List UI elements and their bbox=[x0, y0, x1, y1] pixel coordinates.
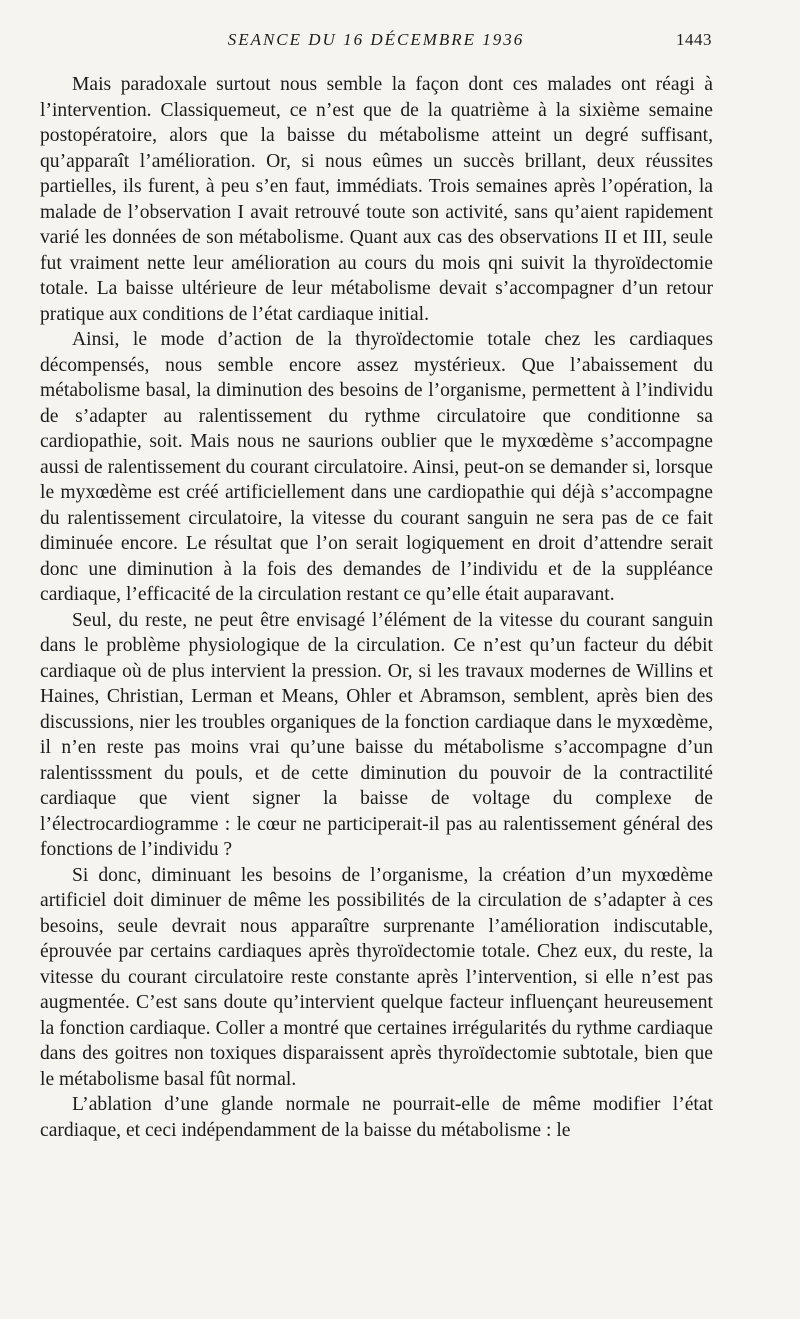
paragraph: Mais paradoxale surtout nous semble la façon dont ces malades ont réagi à l’intervention. Classiquemeut, ce n’est que de la quatrième à la sixième semaine postopératoire, alors que la baisse du métabolisme atteint un degré suffisant, qu’apparaît l’amélioration. Or, si nous eûmes un succès brillant, deux réussites partielles, ils furent, à peu s’en faut, immédiats. Trois semaines après l’opération, la malade de l’observation I avait retrouvé toute son activité, sans qu’aient rapidement varié les données de son métabolisme. Quant aux cas des observations II et III, seule fut vraiment nette leur amélioration au cours du mois qni suivit la thyroïdectomie totale. La baisse ultérieure de leur métabolisme devait s’accompagner d’un retour pratique aux conditions de l’état cardiaque initial. bbox=[40, 74, 713, 325]
body-text bbox=[40, 72, 713, 1143]
page-header bbox=[40, 30, 712, 56]
paragraph: Ainsi, le mode d’action de la thyroïdectomie totale chez les cardiaques décompensés, nous semble encore assez mystérieux. Que l’abaissement du métabolisme basal, la diminution des besoins de l’organisme, permettent à l’individu de s’adapter au ralentissement du rythme circulatoire que conditionne sa cardiopathie, soit. Mais nous ne saurions oublier que le myxœdème s’accompagne aussi de ralentissement du courant circulatoire. Ainsi, peut-on se demander si, lorsque le myxœdème est créé artificiellement dans une cardiopathie qui déjà s’accompagne du ralentissement circulatoire, la vitesse du courant sanguin ne sera pas de ce fait diminuée encore. Le résultat que l’on serait logiquement en droit d’attendre serait donc une diminution à la fois des demandes de l’individu et de la suppléance cardiaque, l’efficacité de la circulation restant ce qu’elle était auparavant. bbox=[40, 329, 713, 605]
paragraph: L’ablation d’une glande normale ne pourrait-elle de même modifier l’état cardiaque, et ceci indépendamment de la baisse du métabolisme : le bbox=[40, 1094, 713, 1141]
paragraph: Si donc, diminuant les besoins de l’organisme, la création d’un myxœdème artificiel doit diminuer de même les possibilités de la circulation de s’adapter à ces besoins, seule devrait nous apparaître surprenante l’amélioration indiscutable, éprouvée par certains cardiaques après thyroïdectomie totale. Chez eux, du reste, la vitesse du courant circulatoire reste constante après l’intervention, si elle n’est pas augmentée. C’est sans doute qu’intervient quelque facteur influençant heureusement la fonction cardiaque. Coller a montré que certaines irrégularités du rythme cardiaque dans des goitres non toxiques disparaissent après thyroïdectomie subtotale, bien que le métabolisme basal fût normal. bbox=[40, 864, 713, 1090]
page-number: 1443 bbox=[676, 30, 712, 49]
paragraph: Seul, du reste, ne peut être envisagé l’élément de la vitesse du courant sanguin dans le problème physiologique de la circulation. Ce n’est qu’un facteur du débit cardiaque où de plus intervient la pression. Or, si les travaux modernes de Willins et Haines, Christian, Lerman et Means, Ohler et Abramson, semblent, après bien des discussions, nier les troubles organiques de la fonction cardiaque dans le myxœdème, il n’en reste pas moins vrai qu’une baisse du métabolisme s’accompagne d’un ralentisssment du pouls, et de cette diminution du pouvoir de la contractilité cardiaque que vient signer la baisse de voltage du complexe de l’électrocardiogramme : le cœur ne participerait-il pas au ralentissement général des fonctions de l’individu ? bbox=[40, 609, 713, 860]
running-title: SEANCE DU 16 DÉCEMBRE 1936 bbox=[227, 30, 525, 49]
